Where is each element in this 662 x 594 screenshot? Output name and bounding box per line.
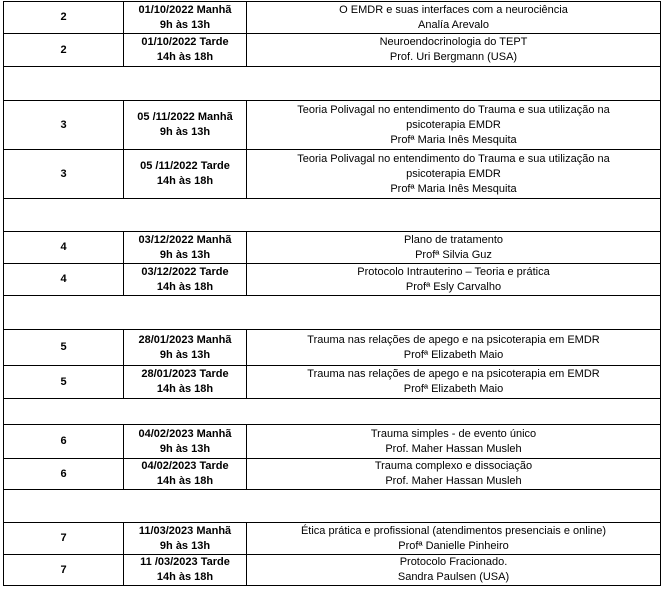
session-date: 05 /11/2022 Manhã	[137, 111, 233, 123]
session-row	[4, 555, 661, 586]
session-date: 11/03/2023 Manhã	[138, 524, 232, 537]
session-topic	[247, 330, 661, 366]
session-topic	[247, 2, 661, 34]
session-speaker: Sandra Paulsen (USA)	[397, 571, 510, 583]
session-row	[4, 232, 661, 264]
session-topic-line: Teoria Polivagal no entendimento do Trauma e sua utilização na	[297, 103, 610, 116]
session-date: 04/02/2023 Manhã	[138, 427, 232, 440]
module-number: 3	[4, 150, 124, 199]
session-datetime	[124, 523, 247, 555]
session-topic-line: Trauma nas relações de apego e na psicoterapia em EMDR	[307, 333, 600, 346]
separator-cell	[4, 296, 661, 330]
session-datetime	[124, 555, 247, 586]
module-number: 5	[4, 330, 124, 366]
session-speaker: Prof. Maher Hassan Musleh	[385, 442, 522, 455]
session-speaker: Prof. Maher Hassan Musleh	[385, 475, 522, 487]
session-date: 11 /03/2023 Tarde	[140, 556, 230, 568]
separator-cell	[4, 490, 661, 523]
session-time: 14h às 18h	[156, 571, 214, 583]
session-topic-line: Ética prática e profissional (atendimentos presenciais e online)	[300, 524, 607, 537]
session-topic	[247, 150, 661, 199]
session-row	[4, 264, 661, 296]
session-topic	[247, 555, 661, 586]
session-speaker: Prof. Uri Bergmann (USA)	[389, 51, 518, 63]
session-time: 9h às 13h	[159, 348, 211, 361]
session-row	[4, 34, 661, 67]
session-speaker: Profª Maria Inês Mesquita	[390, 182, 517, 195]
session-datetime	[124, 34, 247, 67]
session-time: 9h às 13h	[159, 442, 211, 455]
session-time: 14h às 18h	[156, 51, 214, 63]
session-topic	[247, 264, 661, 296]
session-speaker: Profª Elizabeth Maio	[403, 348, 504, 361]
session-topic-line: psicoterapia EMDR	[406, 167, 501, 180]
module-number: 6	[4, 459, 124, 490]
session-time: 14h às 18h	[156, 280, 214, 293]
session-row	[4, 101, 661, 150]
session-time: 9h às 13h	[159, 248, 211, 261]
session-topic-line: O EMDR e suas interfaces com a neurociência	[339, 3, 568, 16]
module-number: 5	[4, 366, 124, 399]
session-topic-line: Trauma simples - de evento único	[370, 427, 537, 440]
session-time: 9h às 13h	[159, 18, 211, 31]
session-topic-line: Protocolo Intrauterino – Teoria e prática	[357, 265, 550, 278]
session-date: 28/01/2023 Manhã	[138, 333, 232, 346]
session-time: 14h às 18h	[156, 383, 214, 395]
module-number: 4	[4, 264, 124, 296]
schedule-body	[4, 2, 661, 586]
separator-cell	[4, 199, 661, 232]
session-topic-line: Trauma nas relações de apego e na psicoterapia em EMDR	[307, 368, 600, 380]
session-datetime	[124, 101, 247, 150]
session-datetime	[124, 150, 247, 199]
session-row	[4, 150, 661, 199]
separator-row	[4, 399, 661, 425]
session-speaker: Profª Maria Inês Mesquita	[390, 133, 517, 146]
session-topic	[247, 425, 661, 459]
session-speaker: Profª Esly Carvalho	[405, 280, 502, 293]
session-datetime	[124, 330, 247, 366]
session-row	[4, 459, 661, 490]
session-speaker: Profª Danielle Pinheiro	[398, 539, 509, 552]
session-row	[4, 523, 661, 555]
module-number: 7	[4, 555, 124, 586]
session-speaker: Profª Silvia Guz	[415, 248, 492, 261]
session-datetime	[124, 2, 247, 34]
separator-cell	[4, 399, 661, 425]
session-date: 03/12/2022 Tarde	[141, 265, 229, 278]
session-time: 9h às 13h	[159, 126, 211, 138]
session-time: 14h às 18h	[156, 175, 214, 187]
module-number: 2	[4, 2, 124, 34]
session-datetime	[124, 459, 247, 490]
module-number: 6	[4, 425, 124, 459]
separator-row	[4, 490, 661, 523]
module-number: 3	[4, 101, 124, 150]
session-date: 04/02/2023 Tarde	[141, 460, 229, 472]
session-topic	[247, 459, 661, 490]
session-topic-line: Teoria Polivagal no entendimento do Trauma e sua utilização na	[297, 152, 610, 165]
session-topic	[247, 232, 661, 264]
session-speaker: Analía Arevalo	[418, 18, 489, 31]
session-topic-line: Plano de tratamento	[403, 233, 504, 246]
session-topic-line: Protocolo Fracionado.	[399, 556, 508, 568]
session-datetime	[124, 425, 247, 459]
session-topic	[247, 101, 661, 150]
session-row	[4, 330, 661, 366]
session-datetime	[124, 366, 247, 399]
schedule-table	[3, 1, 661, 586]
session-date: 01/10/2022 Manhã	[138, 3, 232, 16]
session-topic	[247, 523, 661, 555]
session-time: 14h às 18h	[156, 475, 214, 487]
session-topic-line: Neuroendocrinologia do TEPT	[379, 36, 528, 48]
separator-row	[4, 296, 661, 330]
session-row	[4, 366, 661, 399]
session-date: 03/12/2022 Manhã	[138, 233, 232, 246]
session-datetime	[124, 264, 247, 296]
module-number: 4	[4, 232, 124, 264]
session-date: 28/01/2023 Tarde	[141, 368, 229, 380]
session-datetime	[124, 232, 247, 264]
session-date: 05 /11/2022 Tarde	[140, 160, 230, 172]
session-time: 9h às 13h	[159, 539, 211, 552]
module-number: 2	[4, 34, 124, 67]
separator-cell	[4, 67, 661, 101]
session-speaker: Profª Elizabeth Maio	[403, 383, 504, 395]
session-date: 01/10/2022 Tarde	[141, 36, 229, 48]
session-topic-line: psicoterapia EMDR	[406, 118, 501, 131]
session-topic	[247, 34, 661, 67]
module-number: 7	[4, 523, 124, 555]
session-row	[4, 425, 661, 459]
session-topic	[247, 366, 661, 399]
session-row	[4, 2, 661, 34]
separator-row	[4, 199, 661, 232]
session-topic-line: Trauma complexo e dissociação	[374, 460, 533, 472]
separator-row	[4, 67, 661, 101]
